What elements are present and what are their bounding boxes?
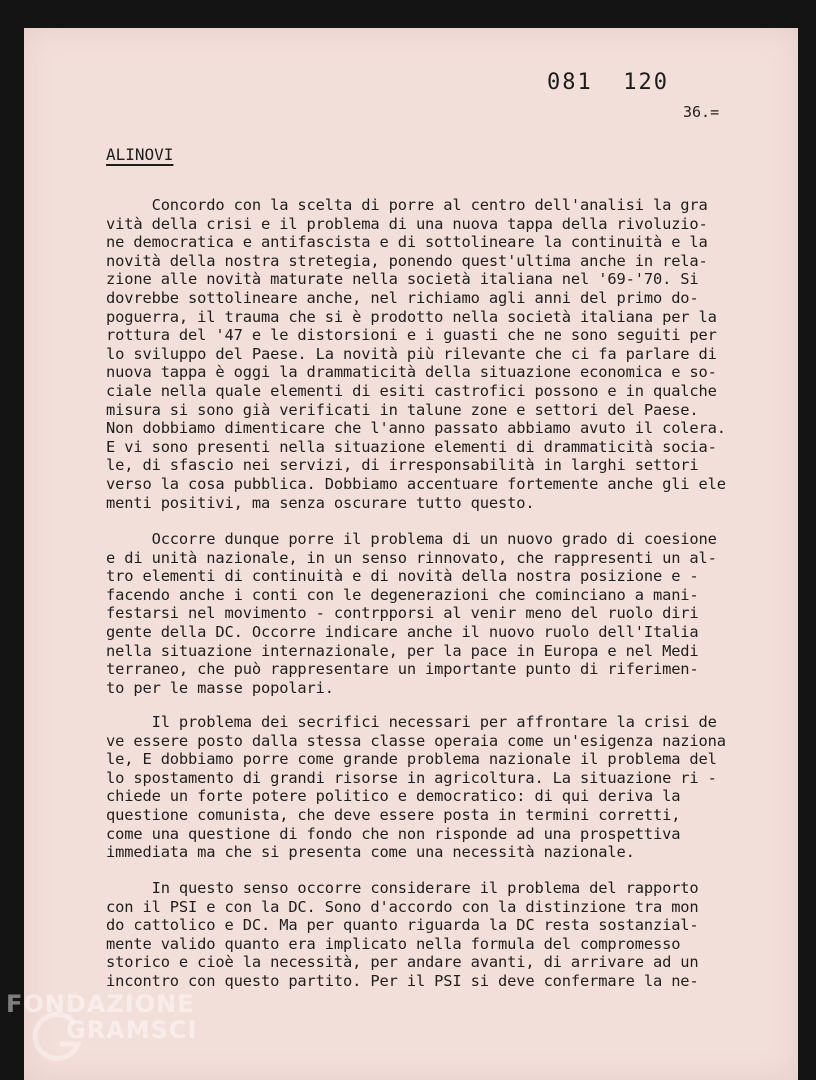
paragraph-3: Il problema dei secrifici necessari per affrontare la crisi de ve essere posto dalla stessa classe operaia come un'esigenza naziona le, E dobbiamo porre come grande problema nazionale il problema del lo spostamento di grandi risorse in agricoltura. La situazione ri - chiede un forte potere politico e democratico: di qui deriva la questione comunista, che deve essere posta in termini corretti, come una questione di fondo che non risponde ad una prospettiva immediata ma che si presenta come una necessità nazionale.	[106, 713, 726, 862]
bleed-through-text	[500, 152, 760, 190]
paragraph-4: In questo senso occorre considerare il problema del rapporto con il PSI e con la DC. Sono d'accordo con la distinzione tra mon do cattolico e DC. Ma per quanto riguarda la DC resta sostanzial- mente valido quanto era implicato nella formula del compromesso storico e cioè la necessità, per andare avanti, di arrivare ad un incontro con questo partito. Per il PSI si deve confermare la ne-	[106, 879, 699, 990]
archive-document-number: 081 120	[547, 70, 669, 95]
watermark	[6, 990, 197, 1044]
page-number: 36.=	[683, 103, 720, 121]
paragraph-2: Occorre dunque porre il problema di un nuovo grado di coesione e di unità nazionale, in un senso rinnovato, che rappresenti un al- tro elementi di continuità e di novità della nostra posizione e - facendo anche i conti con le degenerazioni che cominciano a mani- festarsi nel movimento - contrpporsi al venir meno del ruolo diri gente della DC. Occorre indicare anche il nuovo ruolo dell'Italia nella situazione internazionale, per la pace in Europa e nel Medi terraneo, che può rappresentare un importante punto di riferimen- to per le masse popolari.	[106, 530, 717, 697]
paragraph-1: Concordo con la scelta di porre al centro dell'analisi la gra vità della crisi e il problema di una nuova tappa della rivoluzio- ne democratica e antifascista e di sottolineare la continuità e la novità della nostra stretegia, ponendo quest'ultima anche in rela- zione alle novità maturate nella società italiana nel '69-'70. Si dovrebbe sottolineare anche, nel richiamo agli anni del primo do- poguerra, il trauma che si è prodotto nella società italiana per la rottura del '47 e le distorsioni e i guasti che ne sono seguiti per lo sviluppo del Paese. La novità più rilevante che ci fa parlare di nuova tappa è oggi la drammaticità della situazione economica e so- ciale nella quale elementi di esiti castrofici possono e in qualche misura si sono già verificati in talune zone e settori del Paese. Non dobbiamo dimenticare che l'anno passato abbiamo avuto il colera. E vi sono presenti nella situazione elementi di drammaticità socia- le, di sfascio nei servizi, di irresponsabilità in larghi settori verso la cosa pubblica. Dobbiamo accentuare fortemente anche gli ele menti positivi, ma senza oscurare tutto questo.	[106, 196, 726, 512]
watermark-line-1: FONDAZIONE	[6, 990, 195, 1018]
watermark-line-2: GRAMSCI	[66, 1016, 198, 1044]
speaker-title: ALINOVI	[106, 145, 174, 164]
